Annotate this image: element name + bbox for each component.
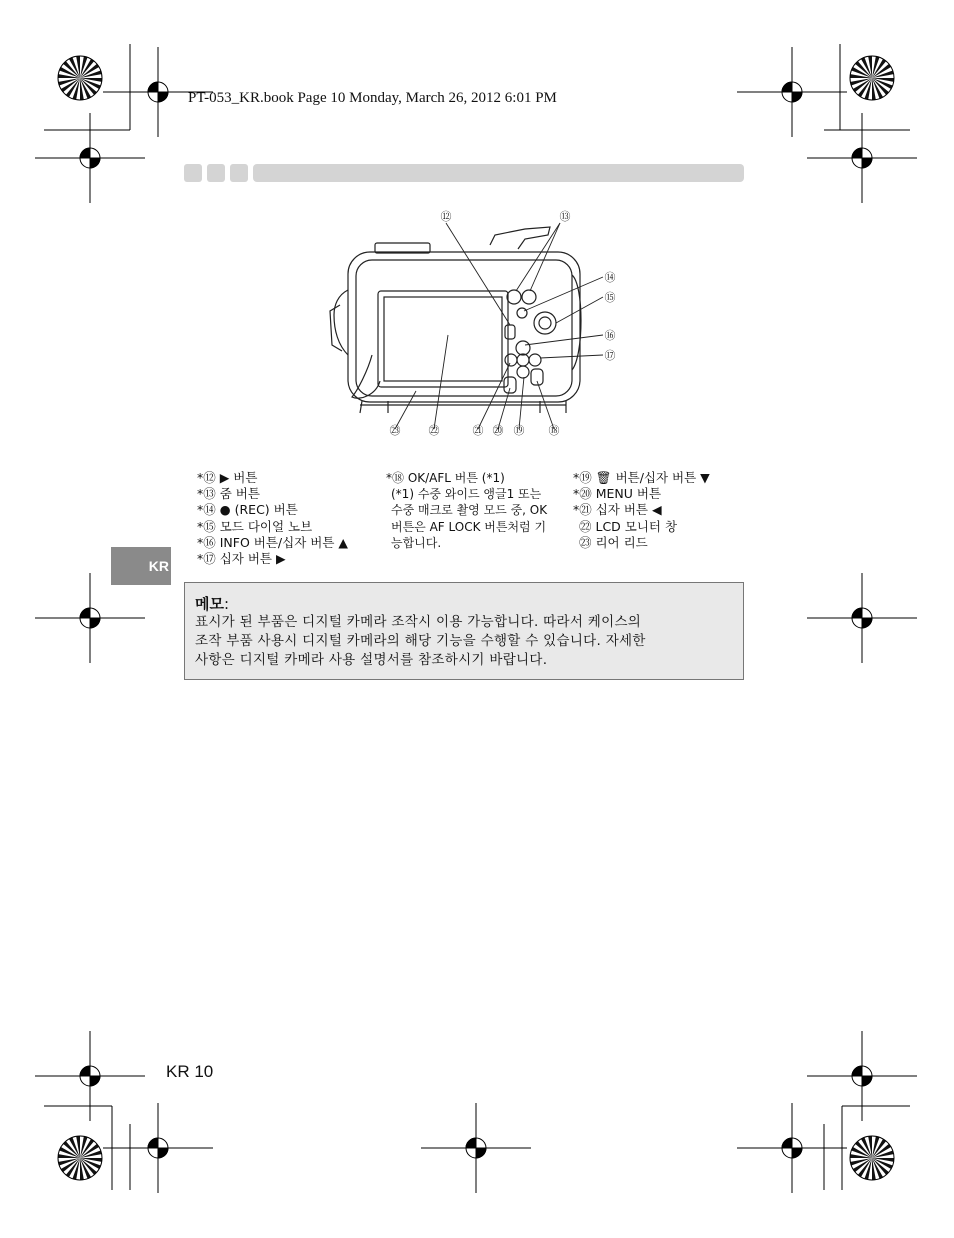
starburst-target-icon — [850, 56, 894, 100]
legend-item: ㉒ LCD 모니터 창 — [579, 518, 678, 534]
memo-line: 사항은 디지털 카메라 사용 설명서를 참조하시기 바랍니다. — [195, 652, 548, 668]
callout-15: ⑮ — [604, 291, 616, 304]
side-tab-label: KR — [148, 558, 169, 574]
memo-line: 조작 부품 사용시 디지털 카메라의 해당 기능을 수행할 수 있습니다. 자세한 — [195, 633, 646, 649]
legend-item: *⑱ OK/AFL 버튼 (*1) — [386, 471, 505, 485]
header-square-1 — [184, 164, 202, 182]
registration-target-icon — [35, 113, 145, 203]
registration-target-icon — [421, 1103, 531, 1193]
callout-22: ㉒ — [428, 424, 440, 437]
legend-item: *⑫ ▶ 버튼 — [197, 470, 258, 485]
legend-item: *㉑ 십자 버튼 ◀ — [573, 502, 662, 518]
callout-20: ⑳ — [492, 424, 504, 437]
registration-target-icon — [807, 113, 917, 203]
legend-item: *⑬ 줌 버튼 — [197, 486, 260, 502]
registration-target-icon — [807, 573, 917, 663]
legend-footnote-line: (*1) 수중 와이드 앵글1 또는 — [391, 487, 542, 502]
callout-16: ⑯ — [604, 329, 616, 342]
language-side-tab — [111, 547, 171, 585]
legend-item: *⑰ 십자 버튼 ▶ — [197, 551, 286, 567]
camera-housing-diagram — [320, 205, 616, 440]
legend-column-2 — [386, 470, 547, 551]
header-square-2 — [207, 164, 225, 182]
memo-title: 메모: — [195, 595, 230, 613]
registration-target-icon — [737, 1103, 847, 1193]
legend-item: *⑲ 🗑 버튼/십자 버튼 ▼ — [573, 470, 710, 485]
callout-19: ⑲ — [513, 424, 525, 437]
callout-12: ⑫ — [440, 210, 452, 223]
registration-target-icon — [35, 1031, 145, 1121]
legend-item: ㉓ 리어 리드 — [579, 534, 648, 550]
legend-column-1 — [197, 470, 348, 567]
legend-footnote-line: 능합니다. — [391, 535, 442, 550]
header-square-3 — [230, 164, 248, 182]
page-number: KR 10 — [166, 1062, 214, 1081]
legend-footnote-line: 수중 매크로 촬영 모드 중, OK — [391, 503, 548, 518]
legend-item: *⑭ ● (REC) 버튼 — [197, 502, 298, 518]
callout-13: ⑬ — [559, 210, 571, 223]
memo-line: 표시가 된 부품은 디지털 카메라 조작시 이용 가능합니다. 따라서 케이스의 — [195, 614, 642, 630]
starburst-target-icon — [850, 1136, 894, 1180]
registration-target-icon — [103, 1103, 213, 1193]
registration-target-icon — [807, 1031, 917, 1121]
starburst-target-icon — [58, 1136, 102, 1180]
registration-target-icon — [737, 47, 847, 137]
legend-item: *⑳ MENU 버튼 — [573, 486, 662, 502]
memo-box — [184, 582, 744, 680]
memo-body — [195, 613, 735, 670]
header-bar — [253, 164, 744, 182]
legend-footnote-line: 버튼은 AF LOCK 버튼처럼 기 — [391, 519, 547, 534]
callout-14: ⑭ — [604, 271, 616, 284]
legend-item: *⑯ INFO 버튼/십자 버튼 ▲ — [197, 534, 348, 550]
starburst-target-icon — [58, 56, 102, 100]
legend-item: *⑮ 모드 다이얼 노브 — [197, 518, 313, 534]
registration-target-icon — [35, 573, 145, 663]
callout-17: ⑰ — [604, 349, 616, 362]
callout-23: ㉓ — [389, 424, 401, 437]
book-header-line: PT-053_KR.book Page 10 Monday, March 26, 2012 6:01 PM — [188, 90, 557, 106]
legend-column-3 — [573, 470, 710, 551]
callout-18: ⑱ — [548, 424, 560, 437]
callout-21: ㉑ — [472, 424, 484, 437]
